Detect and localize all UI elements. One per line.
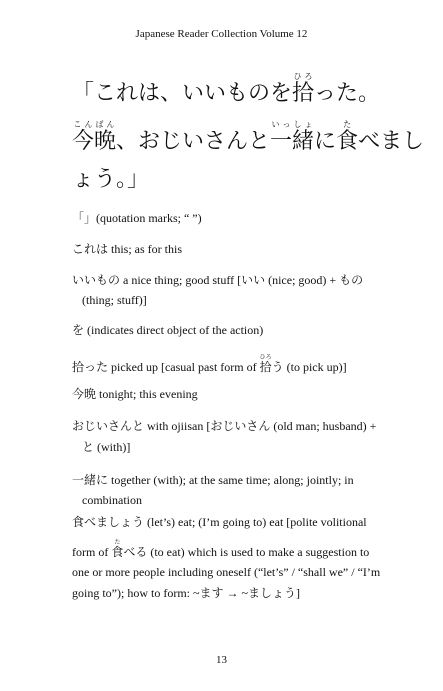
vocab-quotation-marks: 「」(quotation marks; “ ”) xyxy=(72,211,202,225)
vocab-iimono: いいもの a nice thing; good stuff [いい (nice; good) + もの xyxy=(72,273,364,287)
vocab-issho-cont: combination xyxy=(82,493,142,507)
vocab-wo: を (indicates direct object of the action) xyxy=(72,323,264,337)
vocab-ojiisanto-cont: と (with)] xyxy=(82,440,131,454)
vocab-ojiisanto: おじいさんと with ojiisan [おじいさん (old man; husband) + xyxy=(72,419,377,433)
furigana: 食た xyxy=(111,540,124,559)
furigana: 今晩こんばん xyxy=(72,120,117,153)
running-header: Japanese Reader Collection Volume 12 xyxy=(135,28,308,40)
sentence-text: べまし xyxy=(358,128,425,153)
furigana: 拾ひろ xyxy=(259,355,272,374)
vocab-tabemashou-form: form of 食たべる (to eat) which is used to make a suggestion to xyxy=(72,540,370,559)
vocab-tabemashou-cont2: going to”); how to form: ~ます → ~ましょう] xyxy=(72,586,300,600)
sentence-line-3: ょう。」 xyxy=(72,166,150,191)
sentence-line-2 xyxy=(72,120,424,152)
furigana: 一緒いっしょ xyxy=(270,120,315,153)
vocab-konban: 今晩 tonight; this evening xyxy=(72,387,198,401)
sentence-text: 「これは、いいものを xyxy=(72,80,293,105)
sentence-line-1 xyxy=(72,72,380,104)
furigana: 食た xyxy=(336,120,359,153)
sentence-text: った。 xyxy=(314,80,381,105)
vocab-iimono-cont: (thing; stuff)] xyxy=(82,293,147,307)
vocab-issho: 一緒に together (with); at the same time; along; jointly; in xyxy=(72,473,354,487)
sentence-text: 、おじいさんと xyxy=(116,128,271,153)
vocab-tabemashou-cont: one or more people including oneself (“let’s” / “shall we” / “I’m xyxy=(72,565,381,579)
sentence-text: に xyxy=(314,128,337,153)
vocab-korewa: これは this; as for this xyxy=(72,242,182,256)
vocab-tabemashou: 食べましょう (let’s) eat; (I’m going to) eat [polite volitional xyxy=(72,515,367,529)
page-number: 13 xyxy=(216,654,227,666)
furigana: 拾ひろ xyxy=(292,72,315,105)
vocab-hirotta: 拾った picked up [casual past form of 拾ひろう (to pick up)] xyxy=(72,355,347,374)
